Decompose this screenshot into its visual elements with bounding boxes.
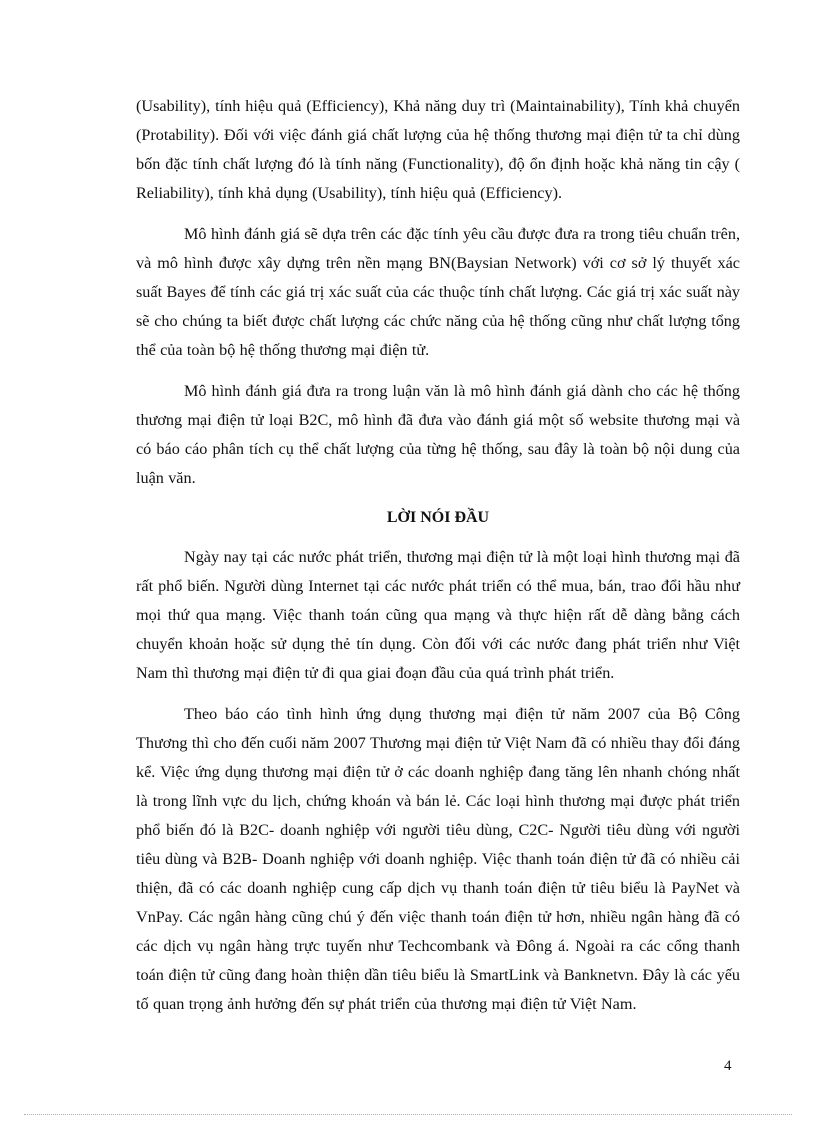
paragraph-ecommerce-overview: Ngày nay tại các nước phát triển, thương mại điện tử là một loại hình thương mại đã rất phổ biến. Người dùng Internet tại các nước phát triển có thể mua, bán, trao đổi hầu như mọi thứ qua mạng. Việc thanh toán cũng qua mạng và thực hiện rất dễ dàng bằng cách chuyển khoản hoặc sử dụng thẻ tín dụng. Còn đối với các nước đang phát triển như Việt Nam thì thương mại điện tử đi qua giai đoạn đầu của quá trình phát triển. xyxy=(136,548,740,682)
page-bottom-divider xyxy=(24,1114,792,1115)
paragraph-thesis-scope: Mô hình đánh giá đưa ra trong luận văn là mô hình đánh giá dành cho các hệ thống thương mại điện tử loại B2C, mô hình đã đưa vào đánh giá một số website thương mại và có báo cáo phân tích cụ thể chất lượng của từng hệ thống, sau đây là toàn bộ nội dung của luận văn. xyxy=(136,382,740,487)
page-number: 4 xyxy=(724,1058,732,1074)
section-heading: LỜI NÓI ĐẦU xyxy=(386,509,490,526)
paragraph-evaluation-model: Mô hình đánh giá sẽ dựa trên các đặc tính yêu cầu được đưa ra trong tiêu chuẩn trên, và mô hình được xây dựng trên nền mạng BN(Baysian Network) với cơ sở lý thuyết xác suất Bayes để tính các giá trị xác suất của các thuộc tính chất lượng. Các giá trị xác suất này sẽ cho chúng ta biết được chất lượng các chức năng của hệ thống cũng như chất lượng tổng thể của toàn bộ hệ thống thương mại điện tử. xyxy=(136,225,740,359)
document-body xyxy=(136,92,740,1031)
paragraph-ecommerce-report: Theo báo cáo tình hình ứng dụng thương mại điện tử năm 2007 của Bộ Công Thương thì cho đến cuối năm 2007 Thương mại điện tử Việt Nam đã có nhiều thay đổi đáng kể. Việc ứng dụng thương mại điện tử ở các doanh nghiệp đang tăng lên nhanh chóng nhất là trong lĩnh vực du lịch, chứng khoán và bán lẻ. Các loại hình thương mại được phát triển phổ biến đó là B2C- doanh nghiệp với người tiêu dùng, C2C- Người tiêu dùng với người tiêu dùng và B2B- Doanh nghiệp với doanh nghiệp. Việc thanh toán điện tử đã có nhiều cải thiện, đã có các doanh nghiệp cung cấp dịch vụ thanh toán điện tử tiêu biểu là PayNet và VnPay. Các ngân hàng cũng chú ý đến việc thanh toán điện tử hơn, nhiều ngân hàng đã có các dịch vụ ngân hàng trực tuyến như Techcombank và Đông á. Ngoài ra các cổng thanh toán điện tử cũng đang hoàn thiện dần tiêu biểu là SmartLink và Banknetvn. Đây là các yếu tố quan trọng ảnh hưởng đến sự phát triển của thương mại điện tử Việt Nam. xyxy=(136,705,740,1013)
paragraph-quality-characteristics: (Usability), tính hiệu quả (Efficiency), Khả năng duy trì (Maintainability), Tính khả chuyển (Protability). Đối với việc đánh giá chất lượng của hệ thống thương mại điện tử ta chỉ dùng bốn đặc tính chất lượng đó là tính năng (Functionality), độ ổn định hoặc khả năng tin cậy ( Reliability), tính khả dụng (Usability), tính hiệu quả (Efficiency). xyxy=(136,97,740,202)
